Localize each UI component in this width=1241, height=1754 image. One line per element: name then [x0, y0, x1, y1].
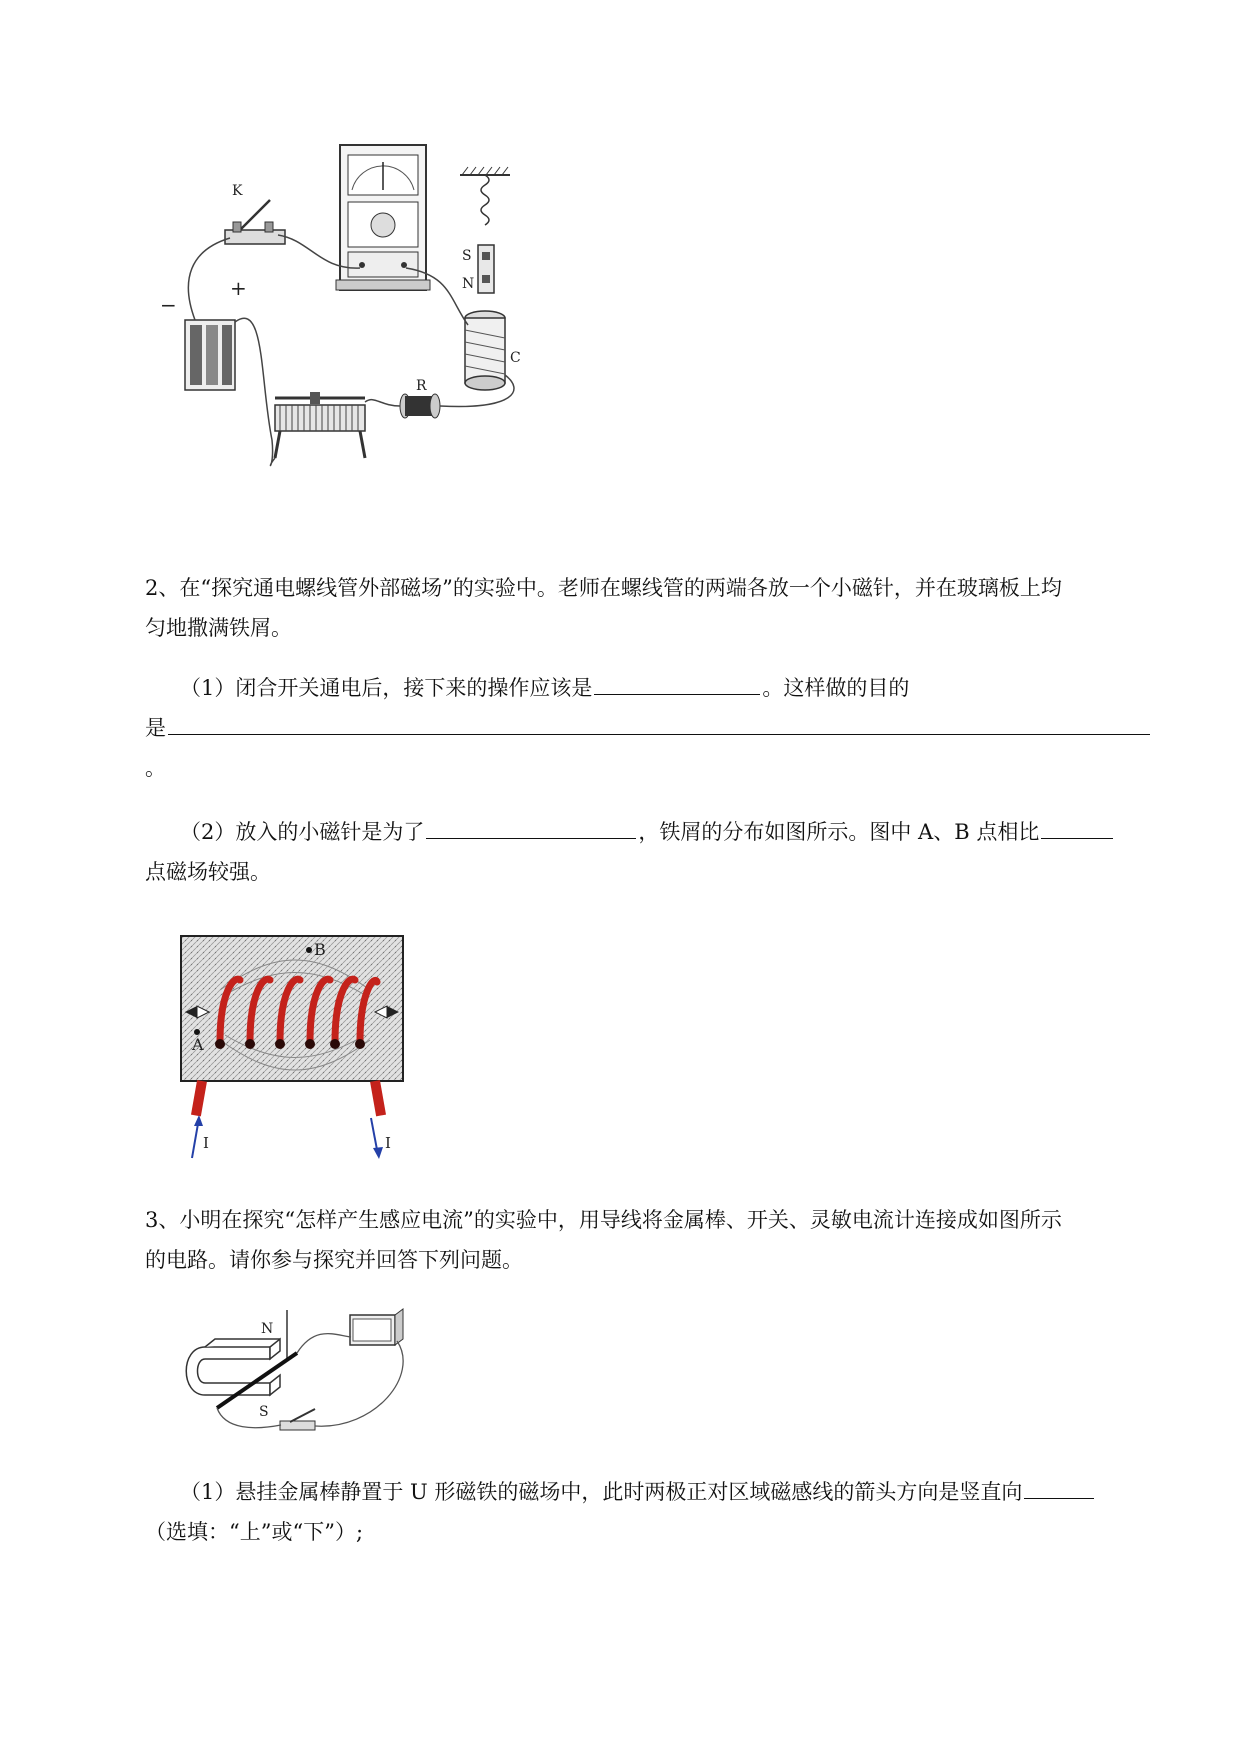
q2-stem-line2: 匀地撒满铁屑。 [145, 616, 292, 640]
glass-plate [181, 936, 403, 1081]
label-pole-s: S [259, 1404, 269, 1420]
q2-part1-line1 [180, 668, 909, 708]
lead-right [370, 1080, 386, 1116]
q2-p1-blank-operation[interactable] [594, 668, 760, 695]
q2-part2-line1 [180, 812, 1115, 852]
figure-circuit-apparatus [150, 140, 600, 540]
point-b-dot [306, 947, 312, 953]
q3-stem-line2: 的电路。请你参与探究并回答下列问题。 [145, 1248, 523, 1272]
q2-p2-blank-purpose[interactable] [426, 812, 636, 839]
label-pole-n: N [462, 276, 475, 292]
sensitive-galvanometer [350, 1309, 403, 1345]
q3-p1-text-a: （1）悬挂金属棒静置于 U 形磁铁的磁场中，此时两极正对区域磁感线的箭头方向是竖直向 [180, 1480, 1023, 1504]
q3-part1-line2: （选填：“上”或“下”）; [145, 1520, 364, 1544]
q3-stem-line1: 3、小明在探究“怎样产生感应电流”的实验中，用导线将金属棒、开关、灵敏电流计连接成如图所示 [145, 1208, 1062, 1232]
q2-p2-text-b: ，铁屑的分布如图所示。图中 A、B 点相比 [638, 820, 1040, 844]
rheostat [275, 392, 365, 458]
current-arrow-right [371, 1118, 383, 1159]
q2-p1-blank-purpose[interactable] [168, 708, 1150, 735]
q2-part2-line2: 点磁场较强。 [145, 860, 271, 884]
q3-p1-blank-direction[interactable] [1024, 1472, 1094, 1499]
q2-p2-blank-point[interactable] [1041, 812, 1113, 839]
lead-left [191, 1080, 207, 1116]
label-plus: + [230, 276, 247, 300]
q3-part1-line1 [180, 1472, 1096, 1512]
metal-rod [217, 1353, 297, 1408]
q2-part1-line2 [145, 708, 1152, 748]
q2-p1-text-b: 。这样做的目的 [762, 676, 910, 700]
label-point-a: A [192, 1035, 204, 1054]
q2-p1-text-a: （1）闭合开关通电后，接下来的操作应该是 [180, 676, 593, 700]
q2-part1-line3: 。 [145, 756, 166, 780]
figure-solenoid-filings [175, 930, 415, 1165]
label-current-right: I [385, 1134, 391, 1152]
label-current-left: I [203, 1134, 209, 1152]
label-pole-s: S [462, 248, 472, 264]
resistor-r [400, 394, 440, 418]
q2-p2-text-a: （2）放入的小磁针是为了 [180, 820, 425, 844]
u-magnet [186, 1339, 280, 1395]
label-point-b: B [314, 940, 326, 959]
label-pole-n: N [261, 1321, 274, 1337]
battery [185, 320, 235, 390]
label-r: R [416, 378, 427, 394]
switch [280, 1409, 315, 1430]
label-k: K [232, 183, 243, 199]
label-minus: − [160, 293, 177, 317]
label-c: C [510, 350, 521, 366]
coil-c [465, 311, 505, 390]
q2-p1-text-c: 是 [145, 716, 166, 740]
q2-stem-line1: 2、在“探究通电螺线管外部磁场”的实验中。老师在螺线管的两端各放一个小磁针，并在玻璃板上均 [145, 576, 1062, 600]
spring-magnet [460, 167, 510, 293]
figure-induction-circuit [175, 1305, 435, 1440]
current-arrow-left [192, 1115, 203, 1158]
switch-k [225, 200, 285, 244]
